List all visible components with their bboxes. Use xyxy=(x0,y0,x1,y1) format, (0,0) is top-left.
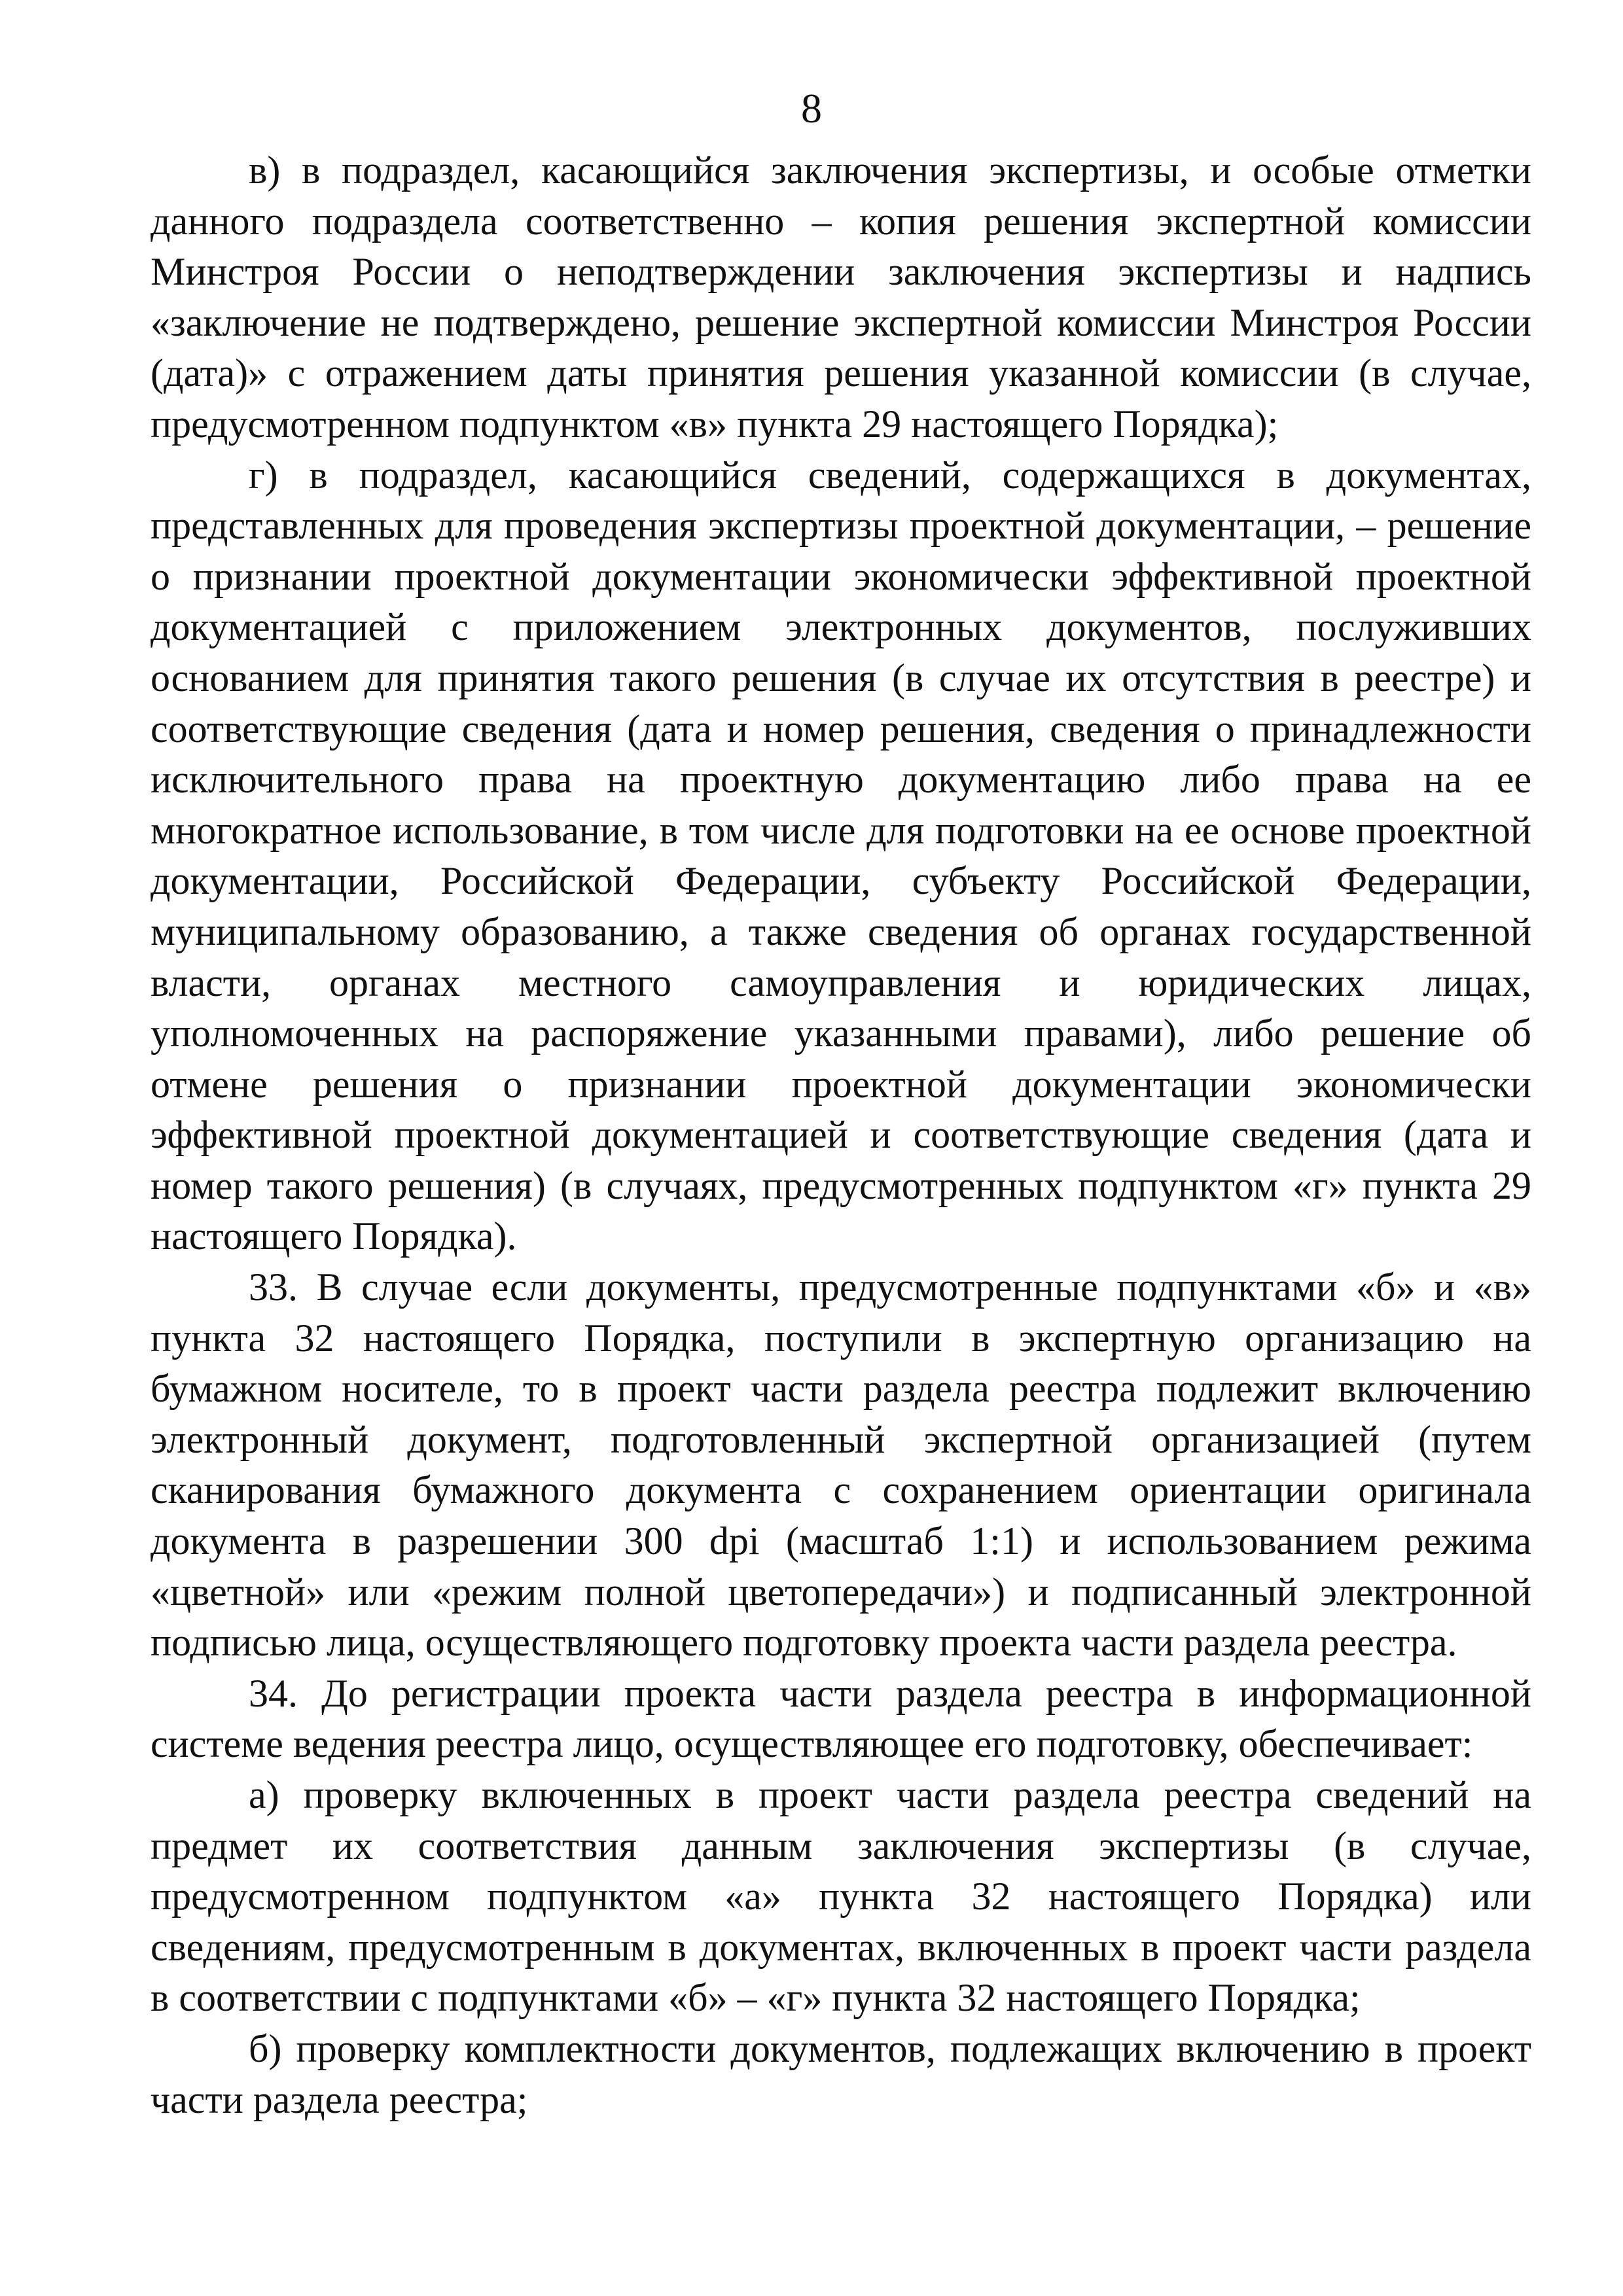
paragraph-subitem-g: г) в подраздел, касающийся сведений, содержащихся в документах, представленных для проведения экспертизы проектной документации, – решение о признании проектной документации экономически эффективной проектной документацией с приложением электронных документов, послуживших основанием для принятия такого решения (в случае их отсутствия в реестре) и соответствующие сведения (дата и номер решения, сведения о принадлежности исключительного права на проектную документацию либо права на ее многократное использование, в том числе для подготовки на ее основе проектной документации, Российской Федерации, субъекту Российской Федерации, муниципальному образованию, а также сведения об органах государственной власти, органах местного самоуправления и юридических лицах, уполномоченных на распоряжение указанными правами), либо решение об отмене решения о признании проектной документации экономически эффективной проектной документацией и соответствующие сведения (дата и номер такого решения) (в случаях, предусмотренных подпунктом «г» пункта 29 настоящего Порядка). xyxy=(151,453,1531,1258)
paragraph-subitem-a: а) проверку включенных в проект части раздела реестра сведений на предмет их соответствия данным заключения экспертизы (в случае, предусмотренном подпунктом «а» пункта 32 настоящего Порядка) или сведениям, предусмотренным в документах, включенных в проект части раздела в соответствии с подпунктами «б» – «г» пункта 32 настоящего Порядка; xyxy=(151,1773,1531,2020)
paragraph-subitem-b: б) проверку комплектности документов, подлежащих включению в проект части раздела реестра; xyxy=(151,2026,1531,2121)
paragraph-item-34: 34. До регистрации проекта части раздела реестра в информационной системе ведения реестра лицо, осуществляющее его подготовку, обеспечивает: xyxy=(151,1671,1531,1766)
page-number: 8 xyxy=(801,85,822,132)
document-body xyxy=(151,145,1531,2125)
paragraph-item-33: 33. В случае если документы, предусмотренные подпунктами «б» и «в» пункта 32 настоящего Порядка, поступили в экспертную организацию на бумажном носителе, то в проект части раздела реестра подлежит включению электронный документ, подготовленный экспертной организацией (путем сканирования бумажного документа с сохранением ориентации оригинала документа в разрешении 300 dpi (масштаб 1:1) и использованием режима «цветной» или «режим полной цветопередачи») и подписанный электронной подписью лица, осуществляющего подготовку проекта части раздела реестра. xyxy=(151,1265,1531,1665)
paragraph-subitem-v: в) в подраздел, касающийся заключения экспертизы, и особые отметки данного подраздела соответственно – копия решения экспертной комиссии Минстроя России о неподтверждении заключения экспертизы и надпись «заключение не подтверждено, решение экспертной комиссии Минстроя России (дата)» с отражением даты принятия решения указанной комиссии (в случае, предусмотренном подпунктом «в» пункта 29 настоящего Порядка); xyxy=(151,149,1531,446)
